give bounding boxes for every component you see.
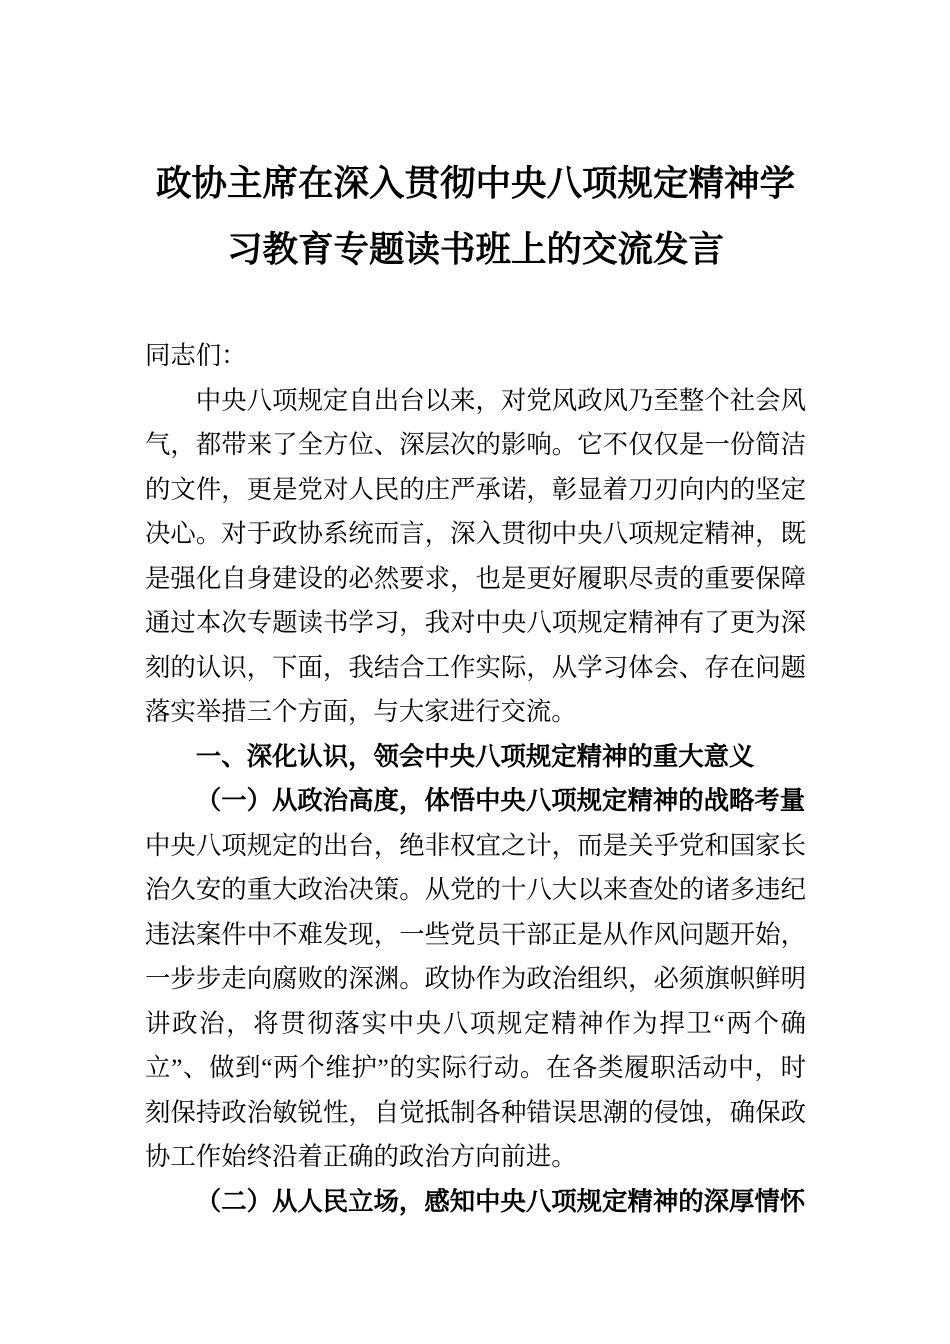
- subsection-heading-one-1: （一）从政治高度，体悟中央八项规定精神的战略考量: [195, 787, 806, 815]
- section-heading-one: 一、深化认识，领会中央八项规定精神的重大意义: [195, 742, 755, 771]
- paragraph-political-height: 中央八项规定的出台，绝非权宜之计，而是关乎党和国家长治久安的重大政治决策。从党的十八大以来查处的诸多违纪违法案件中不难发现，一些党员干部正是从作风问题开始，一步步走向腐败的深渊。政协作为政治组织，必须旗帜鲜明讲政治，将贯彻落实中央八项规定精神作为捍卫“两个确立”、做到“两个维护”的实际行动。在各类履职活动中，时刻保持政治敏锐性，自觉抵制各种错误思潮的侵蚀，确保政协工作始终沿着正确的政治方向前进。: [145, 831, 806, 1171]
- subsection-heading-one-2: （二）从人民立场，感知中央八项规定精神的深厚情怀: [195, 1187, 806, 1216]
- paragraph-intro: 中央八项规定自出台以来，对党风政风乃至整个社会风气，都带来了全方位、深层次的影响。它不仅仅是一份简洁的文件，更是党对人民的庄严承诺，彰显着刀刃向内的坚定决心。对于政协系统而言，深入贯彻中央八项规定精神，既是强化自身建设的必然要求，也是更好履职尽责的重要保障通过本次专题读书学习，我对中央八项规定精神有了更为深刻的认识，下面，我结合工作实际，从学习体会、存在问题落实举措三个方面，与大家进行交流。: [145, 386, 806, 726]
- document-body: [145, 334, 806, 1224]
- salutation: 同志们：: [145, 342, 247, 370]
- document-title: 政协主席在深入贯彻中央八项规定精神学习教育专题读书班上的交流发言: [155, 163, 795, 269]
